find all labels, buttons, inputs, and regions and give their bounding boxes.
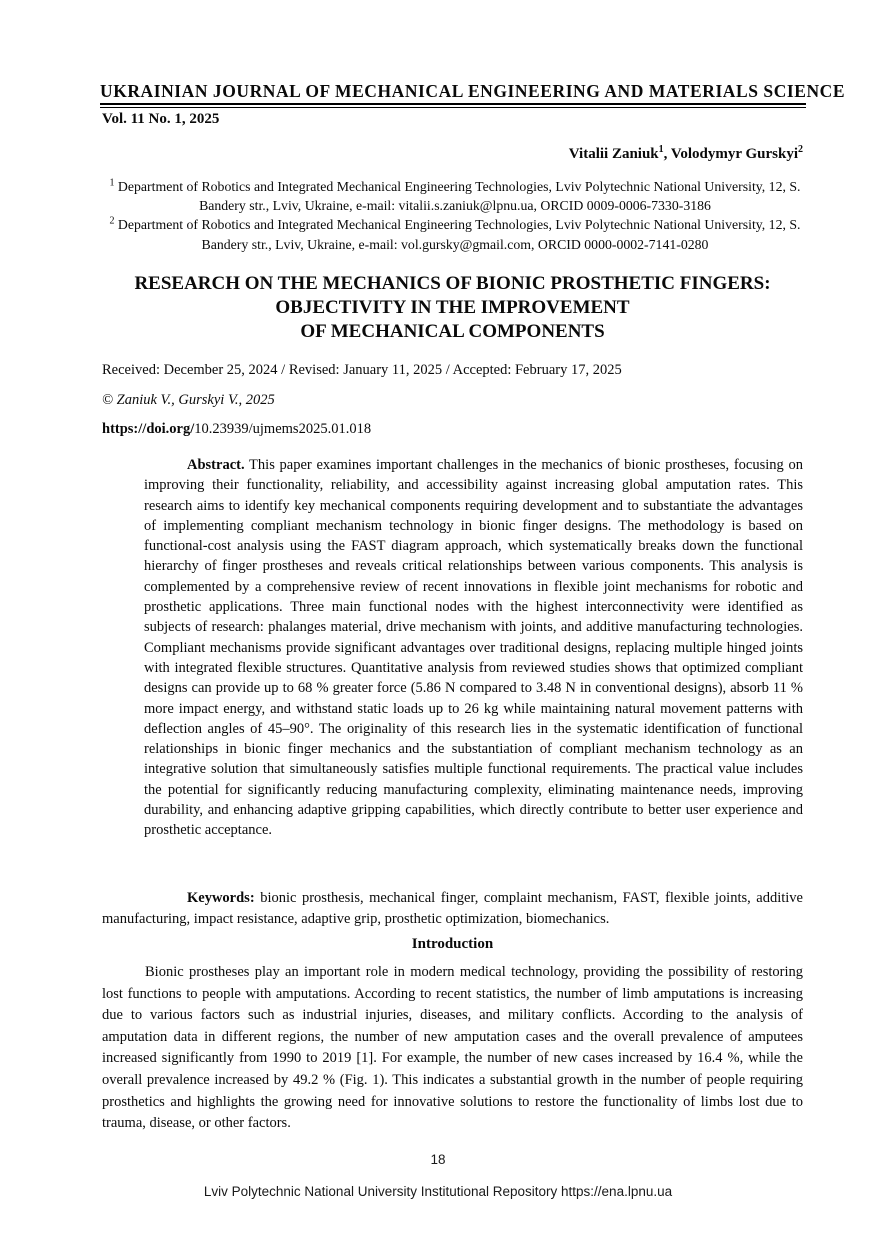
doi-suffix: 10.23939/ujmems2025.01.018 <box>194 421 372 437</box>
paper-title-line-3: OF MECHANICAL COMPONENTS <box>300 321 605 342</box>
paper-title-line-2: OBJECTIVITY IN THE IMPROVEMENT <box>275 297 630 318</box>
introduction-paragraph: Bionic prostheses play an important role in modern medical technology, providing the possibility of restoring lost functions to people with amputations. According to recent statistics, the number of limb amputations is increasing due to various factors such as industrial injuries, diseases, and military conflicts. According to the analysis of amputation data in different regions, the number of new amputation cases and the overall prevalence of amputees increased significantly from 1990 to 2019 [1]. For example, the number of new cases increased by 16.4 %, while the overall prevalence increased by 49.2 % (Fig. 1). This indicates a substantial growth in the number of people requiring prosthetics and highlights the growing need for innovative solutions to restore the functionality of limbs lost due to trauma, disease, or other factors. <box>102 964 803 1132</box>
doi-line <box>102 421 803 438</box>
page-number: 18 <box>430 1152 446 1167</box>
repository-line: Lviv Polytechnic National University Institutional Repository https://ena.lpnu.ua <box>203 1184 673 1199</box>
keywords-text: bionic prosthesis, mechanical finger, complaint mechanism, FAST, flexible joints, additive manufacturing, impact resistance, adaptive grip, prosthetic optimization, biomechanics. <box>102 890 803 927</box>
author-name-2: Volodymyr Gurskyi <box>670 146 798 162</box>
author-superscript-2: 2 <box>798 144 803 155</box>
authors-separator: , <box>663 146 671 162</box>
doi-prefix: https://doi.org/ <box>102 421 195 437</box>
introduction-heading: Introduction <box>411 936 494 952</box>
header-rule <box>100 103 806 108</box>
affiliations-block <box>92 177 818 254</box>
paper-title <box>102 272 803 344</box>
affiliation-2-superscript: 2 <box>109 215 115 227</box>
abstract-text: This paper examines important challenges in the mechanics of bionic prostheses, focusing on improving their functionality, reliability, and accessibility against increasing global amputation rates. This research aims to identify key mechanical components requiring development and to substantiate the advantages of implementing compliant mechanism technology in bionic finger designs. The methodology is based on functional-cost analysis using the FAST diagram approach, which systematically breaks down the functional hierarchy of finger prostheses and reveals critical relationships between various components. This analysis is complemented by a comprehensive review of recent innovations in flexible joint mechanisms for robotic and prosthetic applications. Three main functional nodes with the highest interconnectivity were identified as subjects of research: phalanges material, drive mechanism with joints, and additive manufacturing technologies. Compliant mechanisms provide significant advantages over traditional designs, replacing multiple hinged joints with integrated flexible structures. Quantitative analysis from reviewed studies shows that optimized compliant designs can provide up to 68 % greater force (5.86 N compared to 3.48 N in conventional designs), absorb 11 % more impact energy, and withstand static loads up to 26 kg while maintaining natural movement patterns with deflection angles of 45–90°. The originality of this research lies in the systematic identification of functional relationships in bionic finger mechanics and the substantiation of compliant mechanism technology as an integrative solution that simultaneously satisfies multiple functional requirements. The practical value includes the potential for significantly reducing manufacturing complexity, eliminating maintenance needs, improving durability, and enhancing adaptive gripping capabilities, which directly contribute to better user experience and prosthetic acceptance. <box>144 457 803 839</box>
authors-line <box>102 146 803 163</box>
affiliation-2 <box>92 215 818 253</box>
copyright-line: © Zaniuk V., Gurskyi V., 2025 <box>102 392 275 408</box>
dates-line: Received: December 25, 2024 / Revised: January 11, 2025 / Accepted: February 17, 2025 <box>102 362 622 378</box>
affiliation-1-superscript: 1 <box>109 177 115 189</box>
journal-name: UKRAINIAN JOURNAL OF MECHANICAL ENGINEERING AND MATERIALS SCIENCE <box>100 81 846 101</box>
affiliation-1-text: Department of Robotics and Integrated Mechanical Engineering Technologies, Lviv Polytechnic National University, 12, S. Bandery str., Lviv, Ukraine, e-mail: vitalii.s.zaniuk@lpnu.ua, ORCID 0009-0006-7330-3186 <box>114 179 801 214</box>
author-superscript-1: 1 <box>658 144 664 155</box>
affiliation-2-text: Department of Robotics and Integrated Mechanical Engineering Technologies, Lviv Polytechnic National University, 12, S. Bandery str., Lviv, Ukraine, e-mail: vol.gursky@gmail.com, ORCID 0000-0002-7141-0280 <box>114 217 801 252</box>
keywords-label: Keywords: <box>187 890 255 906</box>
keywords-paragraph <box>102 888 803 929</box>
abstract-paragraph <box>144 455 803 841</box>
author-name-1: Vitalii Zaniuk <box>568 146 659 162</box>
paper-title-line-1: RESEARCH ON THE MECHANICS OF BIONIC PROSTHETIC FINGERS: <box>134 273 771 294</box>
volume-line: Vol. 11 No. 1, 2025 <box>102 111 220 127</box>
abstract-label: Abstract. <box>187 457 245 473</box>
affiliation-1 <box>92 177 818 215</box>
